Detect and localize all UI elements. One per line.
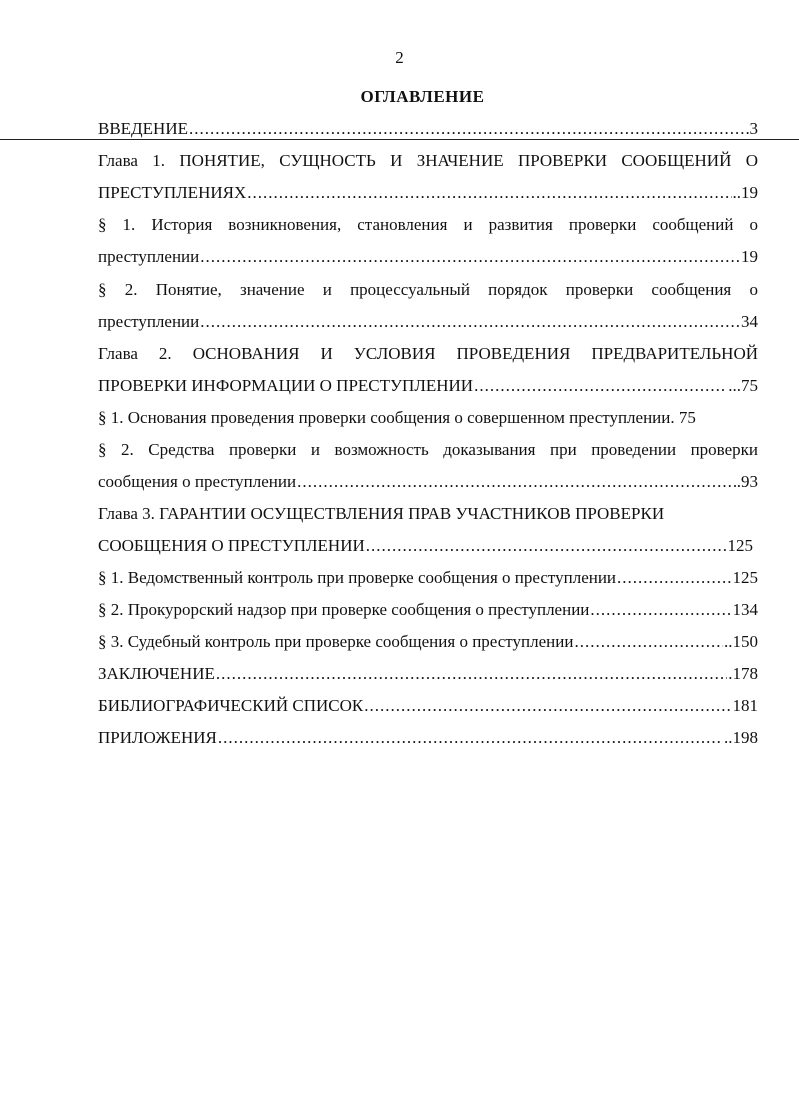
dot-leader — [366, 535, 727, 557]
toc-entry-ch1-s1-cont[interactable] — [98, 246, 758, 268]
toc-entry-chapter-1-cont[interactable] — [98, 182, 758, 204]
toc-entry-text: § 2. Понятие, значение и процессуальный порядок проверки сообщения о — [98, 280, 758, 299]
toc-entry-chapter-2[interactable] — [98, 343, 758, 365]
dot-leader — [189, 118, 749, 140]
toc-entry-text: Глава 2. ОСНОВАНИЯ И УСЛОВИЯ ПРОВЕДЕНИЯ ПРЕДВАРИТЕЛЬНОЙ — [98, 344, 758, 363]
dot-leader — [474, 375, 727, 397]
toc-entry-ch3-s2[interactable] — [98, 599, 758, 621]
dot-leader — [617, 567, 731, 589]
toc-entry-text: § 2. Средства проверки и возможность доказывания при проведении проверки — [98, 440, 758, 459]
toc-entry-text: ПРЕСТУПЛЕНИЯХ — [98, 183, 247, 202]
toc-entry-text: БИБЛИОГРАФИЧЕСКИЙ СПИСОК — [98, 696, 364, 715]
toc-entry-ch2-s1[interactable] — [98, 407, 758, 429]
toc-page-number: .178 — [728, 664, 758, 683]
toc-page-number: ..150 — [724, 632, 758, 651]
toc-entry-text: Глава 3. ГАРАНТИИ ОСУЩЕСТВЛЕНИЯ ПРАВ УЧАСТНИКОВ ПРОВЕРКИ — [98, 504, 665, 523]
dot-leader — [216, 663, 727, 685]
toc-entry-text: Глава 1. ПОНЯТИЕ, СУЩНОСТЬ И ЗНАЧЕНИЕ ПРОВЕРКИ СООБЩЕНИЙ О — [98, 151, 758, 170]
toc-page-number: 134 — [732, 600, 758, 619]
toc-entry-text: § 1. Основания проведения проверки сообщения о совершенном преступлении. 75 — [98, 408, 696, 427]
toc-page-number: ..19 — [732, 183, 758, 202]
page-number: 2 — [395, 48, 404, 67]
toc-entry-text: ПРОВЕРКИ ИНФОРМАЦИИ О ПРЕСТУПЛЕНИИ — [98, 376, 474, 395]
toc-page-number: ...75 — [728, 376, 758, 395]
dot-leader — [297, 471, 736, 493]
toc-page-number: 19 — [741, 247, 758, 266]
toc-entry-conclusion[interactable] — [98, 663, 758, 685]
dot-leader — [218, 727, 723, 749]
toc-entry-ch3-s3[interactable] — [98, 631, 758, 653]
toc-entry-ch1-s1[interactable] — [98, 214, 758, 236]
dot-leader — [200, 246, 740, 268]
toc-page-number: .93 — [736, 472, 758, 491]
toc-entry-text: преступлении — [98, 312, 200, 331]
dot-leader — [200, 311, 740, 333]
toc-page-number: ..198 — [724, 728, 758, 747]
toc-entry-chapter-3[interactable] — [98, 503, 738, 525]
toc-entry-text: СООБЩЕНИЯ О ПРЕСТУПЛЕНИИ — [98, 536, 365, 555]
toc-entry-ch2-s2-cont[interactable] — [98, 471, 758, 493]
toc-entry-ch3-s1[interactable] — [98, 567, 758, 589]
toc-entry-ch1-s2-cont[interactable] — [98, 311, 758, 333]
toc-entry-ch1-s2[interactable] — [98, 279, 758, 301]
toc-entry-text: ЗАКЛЮЧЕНИЕ — [98, 664, 215, 683]
toc-entry-text: § 1. Ведомственный контроль при проверке сообщения о преступлении — [98, 568, 617, 587]
toc-entry-chapter-1[interactable] — [98, 150, 758, 172]
dot-leader — [574, 631, 723, 653]
dot-leader — [590, 599, 731, 621]
toc-entry-text: § 3. Судебный контроль при проверке сообщения о преступлении — [98, 632, 574, 651]
toc-entry-ch2-s2[interactable] — [98, 439, 758, 461]
toc-page-number: 3 — [749, 119, 758, 138]
toc-entry-text: § 2. Прокурорский надзор при проверке сообщения о преступлении — [98, 600, 590, 619]
toc-entry-text: преступлении — [98, 247, 200, 266]
toc-entry-appendix[interactable] — [98, 727, 758, 749]
toc-page-number: 125 — [732, 568, 758, 587]
toc-page-number: 125 — [727, 536, 753, 555]
dot-leader — [364, 695, 731, 717]
toc-entry-text: сообщения о преступлении — [98, 472, 297, 491]
toc-page-number: 34 — [741, 312, 758, 331]
toc-entry-intro[interactable] — [98, 118, 758, 140]
dot-leader — [247, 182, 731, 204]
toc-entry-chapter-3-cont[interactable] — [98, 535, 753, 557]
toc-entry-text: § 1. История возникновения, становления и развития проверки сообщений о — [98, 215, 758, 234]
toc-entry-bibliography[interactable] — [98, 695, 758, 717]
toc-entry-chapter-2-cont[interactable] — [98, 375, 758, 397]
toc-page-number: 181 — [732, 696, 758, 715]
toc-entry-text: ПРИЛОЖЕНИЯ — [98, 728, 217, 747]
toc-entry-text: ВВЕДЕНИЕ — [98, 119, 188, 138]
toc-title: ОГЛАВЛЕНИЕ — [360, 87, 485, 106]
